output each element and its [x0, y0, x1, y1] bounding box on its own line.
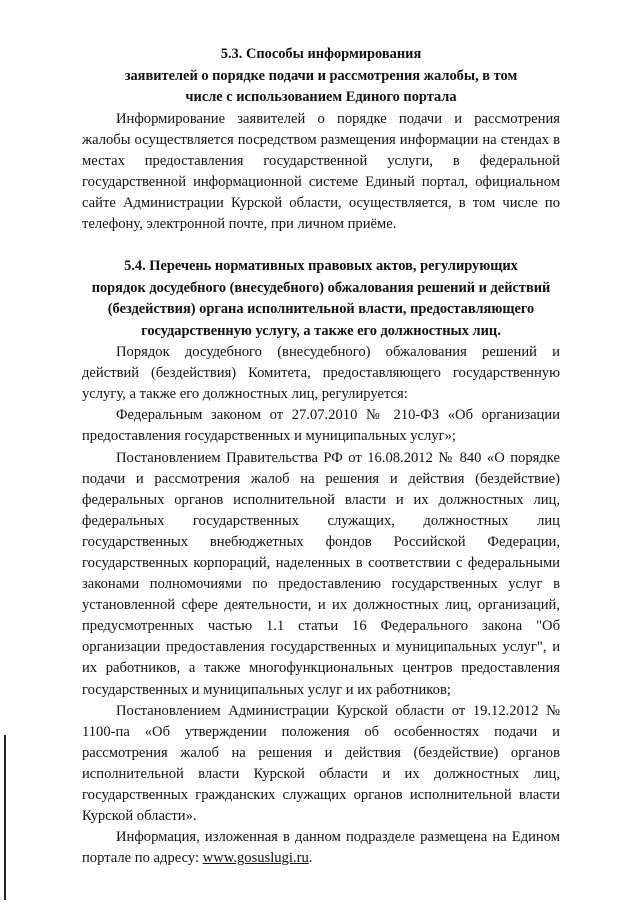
- section-5-4-heading-line-1: 5.4. Перечень нормативных правовых актов, регулирующих: [124, 258, 518, 275]
- portal-info-end: .: [308, 850, 313, 867]
- section-5-4-heading-line-2: порядок досудебного (внесудебного) обжалования решений и действий: [91, 279, 551, 296]
- section-5-3-heading: [82, 44, 560, 109]
- section-5-4-heading-line-4: государственную услугу, а также его должностных лиц.: [141, 322, 501, 339]
- section-5-3-heading-line-1: 5.3. Способы информирования: [220, 46, 422, 62]
- section-5-3-heading-line-2: заявителей о порядке подачи и рассмотрения жалобы, в том: [124, 67, 518, 84]
- section-5-4-intro: Порядок досудебного (внесудебного) обжалования решений и действий (бездействия) Комитета, предоставляющего государственную услугу, а также его должностных лиц, регулируется:: [82, 344, 560, 403]
- portal-info-paragraph: [82, 827, 560, 869]
- section-spacer: [82, 235, 560, 256]
- portal-info-text: Информация, изложенная в данном подразделе размещена на Едином портале по адресу:: [82, 829, 560, 867]
- government-decree-840: Постановлением Правительства РФ от 16.08.2012 № 840 «О порядке подачи и рассмотрения жалоб на решения и действия (бездействие) федеральных органов исполнительной власти и их должностных лиц, федеральных государственных служащих, должностных лиц государственных внебюджетных фондов Российской Федерации, государственных корпораций, наделенных в соответствии с федеральными законами полномочиями по предоставлению государственных услуг в установленной сфере деятельности, и их должностных лиц, организаций, предусмотренных частью 1.1 статьи 16 Федерального закона "Об организации предоставления государственных и муниципальных услуг", и их работников, а также многофункциональных центров предоставления государственных и муниципальных услуг и их работников;: [82, 449, 560, 698]
- section-5-4-heading-line-3: (бездействия) органа исполнительной власти, предоставляющего: [107, 301, 535, 318]
- scan-edge-mark: [4, 735, 6, 900]
- gosuslugi-link[interactable]: www.gosuslugi.ru: [202, 850, 309, 867]
- section-5-3-heading-line-3: числе с использованием Единого портала: [185, 89, 457, 105]
- kursk-administration-decree-1100: Постановлением Администрации Курской области от 19.12.2012 № 1100-па «Об утверждении положения об особенностях подачи и рассмотрения жалоб на решения и действия (бездействие) органов исполнительной власти Курской области и их должностных лиц, государственных гражданских служащих органов исполнительной власти Курской области».: [82, 702, 560, 825]
- section-5-3-paragraph: Информирование заявителей о порядке подачи и рассмотрения жалобы осуществляется посредством размещения информации на стендах в местах предоставления государственной услуги, в федеральной государственной информационной системе Единый портал, официальном сайте Администрации Курской области, осуществляется, в том числе по телефону, электронной почте, при личном приёме.: [82, 110, 560, 232]
- document-content: [82, 44, 560, 869]
- section-5-4-heading: [82, 256, 560, 342]
- federal-law-210: Федеральным законом от 27.07.2010 № 210-ФЗ «Об организации предоставления государственных и муниципальных услуг»;: [82, 407, 560, 445]
